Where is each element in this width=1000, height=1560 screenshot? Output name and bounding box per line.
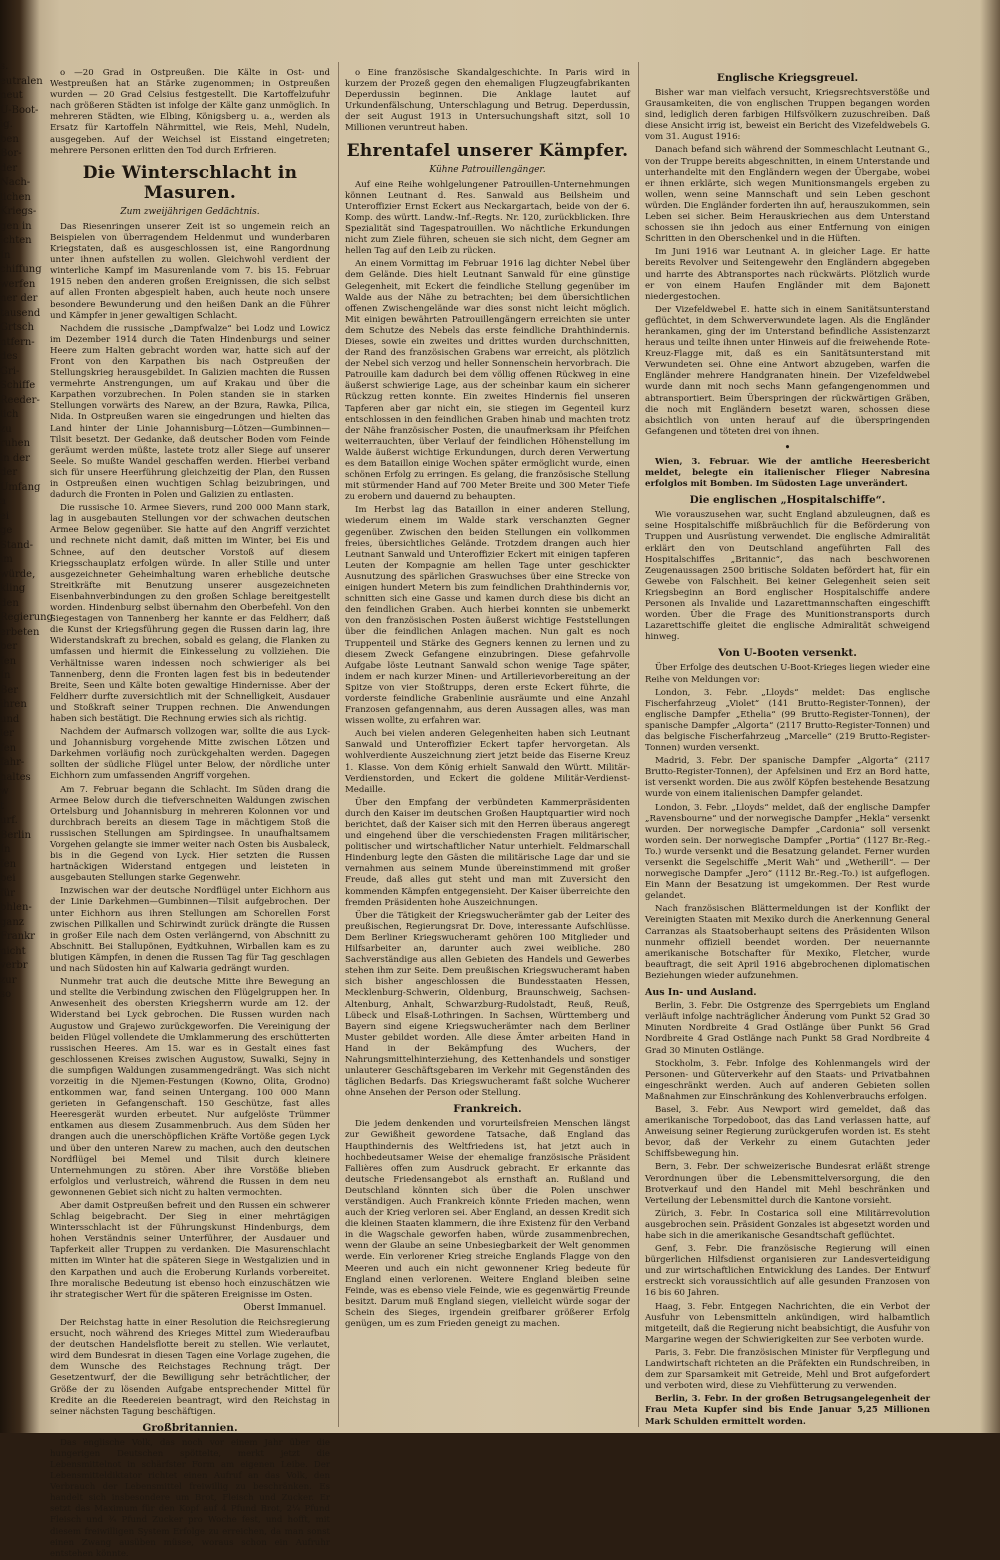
section-heading: Großbritannien. bbox=[142, 1421, 238, 1434]
edge-fragment: fahr- bbox=[0, 757, 25, 768]
article-paragraph: Bisher war man vielfach versucht, Kriegsrechtsverstöße und Grausamkeiten, die von englischen Truppen begangen worden sind, lediglich deren farbigen Hilfsvölkern zuzuschreiben. Daß diese Ansicht irrig ist, beweist ein Bericht des Vizefeldwebels G. vom 31. August 1916: bbox=[645, 88, 930, 143]
article-paragraph: Nachdem die russische „Dampfwalze“ bei Lodz und Lowicz im Dezember 1914 durch die Taten Hindenburgs und seiner Heere zum Halten gebracht worden war, hatte sich auf der Front von den Karpathen bis nach Ostpreußen der Stellungskrieg herausgebildet. In Galizien machten die Russen vermehrte Anstrengungen, um auf Krakau und über die Karpathen vorzubrechen. In Polen standen sie in starken Stellungen vorwärts des Narew, an der Bzura, Rawka, Pilica, Nida. In Ostpreußen waren sie eingedrungen und hielten das Land hinter der Linie Johannisburg—Lötzen—Gumbinnen—Tilsit besetzt. Der Gedanke, daß deutscher Boden vom Feinde geräumt werden müßte, lastete trotz aller Siege auf unserer Seele. So mußte Wandel geschaffen werden. Hierbei verband sich für unsere Heerführung gleichzeitig der Plan, den Russen in Ostpreußen einen wuchtigen Schlag beizubringen, und dadurch die Fronten in Polen und Galizien zu entlasten. bbox=[50, 323, 330, 501]
edge-fragment: Kriegs- bbox=[0, 206, 37, 217]
edge-fragment: U-Boot- bbox=[0, 104, 39, 116]
news-item-ausland: Bern, 3. Febr. Der schweizerische Bundesrat erläßt strenge Verordnungen über die Lebensmittelversorgung, die den Brotverkauf und den Handel mit Mehl beschränken und Verteilung der Lebensmittel durch die Kantone vorsieht. bbox=[645, 1162, 930, 1206]
edge-fragment: ge bbox=[0, 525, 13, 536]
edge-fragment: ntfern- bbox=[0, 336, 35, 348]
article-paragraph: Auch bei vielen anderen Gelegenheiten haben sich Leutnant Sanwald und Unteroffizier Eckert tapfer hervorgetan. Als wohlverdiente Auszeichnung ziert jetzt beide das Eiserne Kreuz 1. Klasse. Von dem König erhielt Sanwald den Württ. Militär-Verdienstorden, und Eckert die goldene Militär-Verdienst-Medaille. bbox=[345, 729, 630, 795]
edge-fragment: ig. bbox=[0, 119, 13, 130]
edge-fragment: in der bbox=[0, 452, 30, 464]
edge-fragment: so bbox=[0, 989, 12, 1000]
news-item-uboot: London, 3. Febr. „Lloyds“ meldet: Das englische Fischerfahrzeug „Violet“ (141 Brutto-Register-Tonnen), der englische Dampfer „Ethelia“ (99 Brutto-Register-Tonnen), der spanische Dampfer „Algorta“ (2117 Brutto-Register-Tonnen) und das belgische Fischerfahrzeug „Marcelle“ (219 Brutto-Register-Tonnen) wurden versenkt. bbox=[645, 687, 930, 754]
edge-fragment: eutralen bbox=[0, 75, 43, 87]
edge-fragment: tausend bbox=[0, 307, 41, 319]
news-item-uboot: London, 3. Febr. „Lloyds“ meldet, daß der englische Dampfer „Ravensbourne“ und der norwegische Dampfer „Hekla“ versenkt wurden. Der norwegische Dampfer „Cardonia“ soll versenkt worden sein. Der norwegische Dampfer „Portia“ (1127 Br.-Reg.-To.) wurde versenkt und die Besatzung gelandet. Ferner wurden versenkt die Segelschiffe „Merit Wah“ und „Wetherill“. — Der norwegische Dampfer „Jero“ (1112 Br.-Reg.-To.) ist aufgeflogen. Ein Mann der Besatzung ist umgekommen. Der Rest wurde gelandet. bbox=[645, 802, 930, 902]
edge-fragment: ner der bbox=[0, 293, 38, 304]
edge-fragment: t bbox=[0, 800, 5, 812]
author-signature: Oberst Immanuel. bbox=[243, 1302, 326, 1313]
article-paragraph: Nunmehr trat auch die deutsche Mitte ihre Bewegung an und stellte die Verbindung zwischen den Flügelgruppen her. In Anwesenheit des obersten Kriegsherrn wurde am 12. der Widerstand bei Lyck gebrochen. Die Russen wurden nach Augustow und Grajewo zurückgeworfen. Die Vereinigung der beiden Flügel vollendete die Umklammerung des erschütterten russischen Heeres. Am 15. war es in Gestalt eines fast geschlossenen Kreises zwischen Augustow, Suwalki, Sejny in die sumpfigen Waldungen zusammengedrängt. Was sich nicht vorzeitig in die Njemen-Festungen (Kowno, Olita, Grodno) entkommen war, fand seinen Untergang. 100 000 Mann gerieten in Gefangenschaft. 150 Geschütze, fast alles Heeresgerät wurden erbeutet. Nur aufgelöste Trümmer entkamen aus diesem Zusammenbruch. Aus dem Süden her drangen auch die unerschöpflichen Kräfte Vortöße gegen Lyck und über den unteren Narew zu machen, auch den deutschen Nordflügel bei Memel und Tilsit durch kleinere Unternehmungen zu stören. Aber ihre Vorstöße blieben erfolglos und verlustreich, während die Russen in dem neu gewonnenen Gebiet sich nicht zu halten vermochten. bbox=[50, 977, 330, 1198]
article-paragraph: Inzwischen war der deutsche Nordflügel unter Eichhorn aus der Linie Darkehmen—Gumbinnen—Tilsit aufgebrochen. Der unter Eichhorn aus ihren Stellungen am Schorellen Forst zwischen Pillkallen und Schirwindt zurück drängte die Russen in großer Eile nach dem Osten verlängernd, von Abschnitt zu Abschnitt. Bei Stallupönen, Eydtkuhnen, Wirballen kam es zu blutigen Kämpfen, in denen die Russen Tag für Tag geschlagen und nach Südosten hin auf Kalwaria gedrängt wurden. bbox=[50, 886, 330, 975]
separator-mark: • bbox=[784, 440, 791, 454]
news-item-grossbritannien: Das englische Volk, das noch vor einem Jahr über die hungerigen Deutschen spöttelte, merkt jetzt die Lebensmittelnot in schärfster Form am eigenen Leibe. Der Lebensmitteldiktator richtet einen Aufruf an das Volk, den Verbrauch der Lebensmittel freiwillig zu beschränken. Es handelt sich insbesondere um Brot, Fleisch und Zucker. Er setzt das Maximum für den Kopf auf 4 Pfund Brot, 2¼ Pfund Fleisch und ¾ Pfund Zucker pro Woche fest, und hofft, mit diesem freiwilligen System Erfolge zu erreichen, da man sonst einen Zwang ausüben müsse, woraus schon ein Aufruhr entstehen könnte. bbox=[50, 1437, 330, 1559]
edge-fragment: s. bbox=[0, 61, 9, 72]
adjacent-page-edge bbox=[0, 60, 54, 1420]
edge-fragment: Bor- bbox=[0, 148, 22, 159]
edge-fragment: urf. bbox=[0, 815, 18, 826]
article-title: Englische Kriegsgreuel. bbox=[716, 72, 859, 84]
news-item-mexiko: Nach französischen Blättermeldungen ist der Konflikt der Vereinigten Staaten mit Mexiko durch die Anerkennung General Carranzas als Staatsoberhaupt seitens des Präsidenten Wilson nunmehr offiziell beendet worden. Der neuernannte amerikanische Botschafter für Mexiko, Fletcher, wurde beauftragt, die seit April 1916 abgebrochenen diplomatischen Beziehungen wieder aufzunehmen. bbox=[645, 904, 930, 981]
edge-fragment: bei bbox=[0, 873, 16, 884]
news-item-reichstag: Der Reichstag hatte in einer Resolution die Reichsregierung ersucht, noch während des Krieges Mittel zum Wiederaufbau der deutschen Handelsflotte bereit zu stellen. Wie verlautet, wird dem Bundesrat in diesen Tagen eine Vorlage zugehen, die dem Wunsche des Reichstages Rechnung trägt. Der Gesetzentwurf, der die Bewilligung sehr beträchtlicher, der Größe der zu lösenden Aufgabe entsprechender Mittel für Kredite an die Reedereien beantragt, wird den Reichstag in seiner nächsten Tagung beschäftigen. bbox=[50, 1317, 330, 1417]
edge-fragment: Gri- bbox=[0, 365, 20, 377]
column-rule bbox=[338, 62, 339, 1427]
edge-fragment: Stand- bbox=[0, 539, 34, 551]
column-rule bbox=[638, 62, 639, 1427]
news-item-ausland: Berlin, 3. Febr. Die Ostgrenze des Sperrgebiets um England verläuft infolge nachträglicher Änderung vom Punkt 52 Grad 30 Minuten Nordbreite 4 Grad Ostlänge über Punkt 56 Grad Nordbreite 4 Grad Ostlänge nach Punkt 58 Grad Nordbreite 4 Grad 30 Minuten Ostlänge. bbox=[645, 1001, 930, 1056]
column-3 bbox=[645, 68, 930, 1427]
section-heading: Frankreich. bbox=[453, 1103, 522, 1116]
article-subtitle: Zum zweijährigen Gedächtnis. bbox=[120, 206, 260, 217]
edge-fragment: der bbox=[0, 467, 18, 478]
article-paragraph: Wie vorauszusehen war, sucht England abzuleugnen, daß es seine Hospitalschiffe mißbräuchlich für die Beförderung von Truppen und Ausrüstung verwendet. Die englische Admiralität erklärt den von Deutschland angeführten Fall des Hospitalschiffes „Britannic“, das nach beschworenen Zeugenaussagen 2500 britische Soldaten befördert hat, für ein Gewebe von Falschheit. Bei keiner Gelegenheit seien seit Kriegsbeginn an Bord englischer Hospitalschiffe andere Personen als Invalide und Lazarettmannschaften eingeschifft worden. Über die Frage des Munitionstransports durch Lazarettschiffe gleitet die englische Admiralität schweigend hinweg. bbox=[645, 510, 930, 643]
edge-fragment: der bbox=[0, 162, 18, 174]
news-item-ausland: Genf, 3. Febr. Die französische Regierung will einen bürgerlichen Hilfsdienst organisieren zur Landesverteidigung und zur wirtschaftlichen Entwicklung des Landes. Der Entwurf erstreckt sich voraussichtlich auf alle gesunden Franzosen von 16 bis 60 Jahren. bbox=[645, 1244, 930, 1299]
news-item-ausland: Zürich, 3. Febr. In Costarica soll eine Militärrevolution ausgebrochen sein. Präsident Gonzales ist abgesetzt worden und habe sich in die amerikanische Gesandtschaft geflüchtet. bbox=[645, 1208, 930, 1241]
edge-fragment: ber bbox=[0, 641, 18, 652]
article-paragraph: Der Vizefeldwebel E. hatte sich in einem Sanitätsunterstand geflüchtet, in dem Schwerverwundete lagen. Als die Engländer herankamen, ging der im Unterstand befindliche Assistenzarzt heraus und teilte ihnen unter Hinweis auf die freiwehende Rote-Kreuz-Flagge mit, daß es ein Sanitätsunterstand mit Verwundeten sei. Ohne eine Antwort abzugeben, warfen die Engländer mehrere Handgranaten hinein. Der Vizefeldwebel wurde dann mit noch sechs Mann gefangengenommen und abtransportiert. Beim Überspringen der rückwärtigen Gräben, die noch mit Engländern besetzt waren, schossen diese absichtlich von unten herauf auf die überspringenden Gefangenen und töteten drei von ihnen. bbox=[645, 304, 930, 437]
news-item-ausland: Haag, 3. Febr. Entgegen Nachrichten, die ein Verbot der Ausfuhr von Lebensmitteln ankündigen, wird halbamtlich mitgeteilt, daß die Regierung nicht beabsichtigt, die Ausfuhr von Margarine wegen der Schwierigkeiten zur See verboten wurde. bbox=[645, 1301, 930, 1345]
edge-fragment: w bbox=[0, 786, 9, 797]
article-paragraph: Aber damit Ostpreußen befreit und den Russen ein schwerer Schlag beigebracht. Der Sieg in einer mehrtägigen Wintersschlacht ist der Führungskunst Hindenburgs, dem hohen Verständnis seiner Unterführer, der Ausdauer und Tapferkeit aller Truppen zu verdanken. Die Masurenschlacht mitten im Winter hat die späteren Siege in Westgalizien und in den Karpathen und auch die Eroberung Kurlands vorbereitet. Ihre moralische Bedeutung ist ebenso hoch einzuschätzen wie ihr strategischer Wert für die späteren Ereignisse im Osten. bbox=[50, 1201, 330, 1300]
edge-fragment: würde, bbox=[0, 568, 36, 580]
edge-fragment: kling bbox=[0, 583, 26, 594]
article-title: Die englischen „Hospitalschiffe“. bbox=[689, 494, 886, 507]
news-item-ausland: Berlin, 3. Febr. In der großen Betrugsangelegenheit der Frau Meta Kupfer sind bis Ende Januar 5,25 Millionen Mark Schulden ermittelt worden. bbox=[645, 1394, 930, 1427]
edge-fragment: Umfang bbox=[0, 481, 41, 493]
column-1 bbox=[50, 68, 330, 1559]
edge-fragment: erbeten bbox=[0, 626, 40, 638]
news-item-ausland: Stockholm, 3. Febr. Infolge des Kohlenmangels wird der Personen- und Güterverkehr auf den Staats- und Privatbahnen eingeschränkt werden. Auch auf anderen Gebieten sollen Maßnahmen zur Einschränkung des Kohlenverbrauchs erfolgen. bbox=[645, 1058, 930, 1102]
edge-fragment: zur bbox=[0, 974, 17, 986]
article-paragraph: Das Riesenringen unserer Zeit ist so ungemein reich an Beispielen von überragendem Heldenmut und wunderbaren Kriegstaten, daß es ausgeschlossen ist, eine Rangordnung unter ihnen aufstellen zu wollen. Gleichwohl verdient der winterliche Kampf im Masurenlande vom 7. bis 15. Februar 1915 neben den anderen großen Ereignissen, die sich selbst auf allen Fronten abgespielt haben, auch heute noch unsere besondere Bewunderung und den heißen Dank an die Führer und Kämpfer in jener gewaltigen Schlacht. bbox=[50, 221, 330, 321]
edge-fragment: haltes bbox=[0, 771, 31, 783]
article-paragraph: Am 7. Februar begann die Schlacht. Im Süden drang die Armee Below durch die tiefverschneiten Waldungen zwischen Ortelsburg und Johannisburg in mehreren Kolonnen vor und durchbrach bereits an diesem Tage in mächtigem Stoß die russischen Stellungen am Spirdingsee. In unaufhaltsamem Vorgehen gelangte sie immer weiter nach Osten bis Ausbaleck, bis in die Gegend von Lyck. Hier setzten die Russen hartnäckigen Widerstand entgegen und leisteten in ausgebauten Stellungen starke Gegenwehr. bbox=[50, 784, 330, 884]
edge-fragment: fen bbox=[0, 742, 17, 754]
article-paragraph: Nachdem der Aufmarsch vollzogen war, sollte die aus Lyck- und Johannisburg vorgehende Mitte zwischen Lötzen und Darkehmen vorläufig noch zurückgehalten werden. Dagegen sollten der südliche Flügel unter Below, der nördliche unter Eichhorn zum umfassenden Angriff vorgehen. bbox=[50, 727, 330, 782]
article-paragraph: Auf eine Reihe wohlgelungener Patrouillen-Unternehmungen können Leutnant d. Res. Sanwald aus Beilsheim und Unteroffizier Ernst Eckert aus Neckargartach, beide von der 6. Komp. des württ. Landw.-Inf.-Regts. Nr. 120, zurückblicken. Ihre Spezialität sind Tagespatrouillen. Wo nächtliche Erkundungen nicht zum Ziele führen, scheuen sie sich nicht, dem Gegner am hellen Tag auf den Leib zu rücken. bbox=[345, 179, 630, 257]
article-paragraph: Über Erfolge des deutschen U-Boot-Krieges liegen wieder eine Reihe von Meldungen vor: bbox=[645, 663, 930, 685]
news-item-ausland: Paris, 3. Febr. Die französischen Minister für Verpflegung und Landwirtschaft richteten an die Präfekten ein Rundschreiben, in dem zur Sparsamkeit mit Getreide, Mehl und Brot aufgefordert und verboten wird, diese zu Viehfütterung zu verwenden. bbox=[645, 1347, 930, 1392]
edge-fragment: a bbox=[0, 496, 6, 507]
news-item-frankreich: Die jedem denkenden und vorurteilsfreien Menschen längst zur Gewißheit gewordene Tatsache, daß England das Haupthindernis des Weltfriedens ist, hat jetzt auch in hochbedeutsamer Weise der ehemalige französische Präsident Fallières offen zum Ausdruck gebracht. Er erkannte das deutsche Friedensangebot als ernsthaft an. Rußland und Deutschland könnten sich über die Polen unschwer verständigen. Auch Frankreich könnte Frieden machen, wenn auch der Krieg verloren sei. Aber England, an dessen Kredit sich die kleinen Staaten klammern, die ihre Existenz für den Verband in die Wagschale geworfen haben, würde zusammenbrechen, wenn der Glaube an seine Unbesiegbarkeit der Welt genommen werde. Ein verlorener Krieg streiche Englands Flagge von den Meeren und auch ein nicht gewonnener Krieg bedeute für England einen verlorenen. Weitere England bleiben seine Feinde, was es ebenso viele Feinde, wie es gegenwärtig Freunde besitzt. Darum muß England siegen, vielleicht würde sogar der Schein des Sieges, irgendein greifbarer größerer Erfolg genügen, um es zum Frieden geneigt zu machen. bbox=[345, 1119, 630, 1330]
news-item-kammerpraesidenten: Über den Empfang der verbündeten Kammerpräsidenten durch den Kaiser im deutschen Großen Hauptquartier wird noch berichtet, daß der Kaiser sich mit den Herren überaus angeregt und eingehend über die verschiedensten Fragen militärischer, politischer und wirtschaftlicher Natur unterhielt. Feldmarschall Hindenburg legte den Gästen die militärische Lage dar und sie vernahmen aus seinem Munde übereinstimmend mit großer Freude, daß alles gut steht und man mit Zuversicht den kommenden Kämpfen entgegensieht. Der Kaiser überreichte den fremden Präsidenten hohe Auszeichnungen. bbox=[345, 797, 630, 908]
article-paragraph: Im Herbst lag das Bataillon in einer anderen Stellung, wiederum einem im Walde stark verschanzten Gegner gegenüber. Zwischen den beiden Stellungen ein vollkommen freies, übersichtliches Gelände. Trotzdem drangen auch hier Leutnant Sanwald und Unteroffizier Eckert mit einigen tapferen Leuten der Kompagnie am hellen Tage unter geschickter Ausnutzung des spärlichen Graswuchses über eine Strecke von einigen hundert Metern bis zum feindlichen Drahthindernis vor, schnitten sich eine Gasse und kamen durch diese bis dicht an den feindlichen Graben. Auch hierbei konnten sie unbemerkt von den französischen Posten äußerst wichtige Feststellungen über die feindlichen Anlagen machen. Nun galt es noch Truppenteil und Stärke des Gegners kennen zu lernen und zu diesem Zweck Gefangene einzubringen. Diese gefahrvolle Aufgabe löste Leutnant Sanwald schon wenige Tage später, indem er nach kurzer Minen- und Artillerievorbereitung an der Spitze von vier Stoßtrupps, deren erste Eckert führte, die vorderste feindliche Grabenlinie ausräumte und eine Anzahl Franzosen gefangennahm, aus deren Aussagen alles, was man wissen wollte, zu erfahren war. bbox=[345, 505, 630, 727]
article-subtitle: Kühne Patrouillengänger. bbox=[429, 164, 546, 175]
article-title: Die Winterschlacht in Masuren. bbox=[82, 162, 298, 203]
edge-fragment: Grtsch bbox=[0, 322, 34, 333]
edge-fragment: ganz bbox=[0, 916, 25, 928]
edge-fragment: chiffung bbox=[0, 264, 42, 275]
edge-fragment: In bbox=[0, 670, 11, 681]
edge-fragment: ler bbox=[0, 728, 14, 739]
edge-fragment: Frankr bbox=[0, 931, 35, 942]
edge-fragment: ruhen bbox=[0, 438, 31, 449]
column-2 bbox=[345, 68, 630, 1423]
article-paragraph: Danach befand sich während der Sommeschlacht Leutnant G., von der Truppe bereits abgeschnitten, in einem Unterstande und unterhandelte mit den Engländern wegen der Übergabe, wobei er ihnen erklärte, sich wegen Munitionsmangels ergeben zu wollen, wenn seine Mannschaft und sein Leben geschont würden. Die Engländer forderten ihn auf, herauszukommen, sein Leben sei sicher. Beim Herauskriechen aus dem Unterstand schossen sie ihn jedoch aus einer Entfernung von einigen Schritten in den Oberschenkel und in die Hüften. bbox=[645, 145, 930, 245]
news-item-ausland: Basel, 3. Febr. Aus Newport wird gemeldet, daß das amerikanische Torpedoboot, das das Land verlassen hatte, auf Anweisung seiner Regierung zurückgerufen worden ist. Es steht bevor, daß der Verkehr zu einem Gutachten jeder Schiffsbewegung hin. bbox=[645, 1104, 930, 1160]
edge-fragment: fen bbox=[0, 655, 17, 667]
edge-fragment: lichen bbox=[0, 191, 31, 203]
edge-fragment: werfen bbox=[0, 278, 36, 290]
edge-fragment: lich bbox=[0, 409, 19, 420]
news-item-kriegswucheraemter: Über die Tätigkeit der Kriegswucherämter gab der Leiter des preußischen, Regierungsrat Dr. Dove, interessante Aufschlüsse. Dem Berliner Kriegswucheramt gehören 100 Mitglieder und Hilfsarbeiter an, darunter auch zwei weibliche. 280 Sachverständige aus allen Gebieten des Handels und Gewerbes stehen ihm zur Seite. Dem preußischen Kriegswucheramt haben sich bisher angeschlossen die Bundesstaaten Hessen, Mecklenburg-Schwerin, Oldenburg, Braunschweig, Sachsen-Altenburg, Anhalt, Schwarzburg-Rudolstadt, Reuß, Reuß, Lübeck und Elsaß-Lothringen. In Sachsen, Württemberg und Bayern sind eigene Kriegswucherämter nach dem Berliner Muster gebildet worden. Alle diese Ämter arbeiten Hand in Hand in der Bekämpfung des Wuchers, der Nahrungsmittelhinterziehung, des Kettenhandels und sonstiger unlauterer Geschäftsgebaren im Verkehr mit Gegenständen des täglichen Bedarfs. Das Kriegswucheramt faßt solche Wucherer ohne Ansehen der Person oder Stellung. bbox=[345, 910, 630, 1099]
news-item-uboot: Madrid, 3. Febr. Der spanische Dampfer „Algorta“ (2117 Brutto-Register-Tonnen), der Apfelsinen und Erz an Bord hatte, ist versenkt worden. Die aus zwölf Köpfen bestehende Besatzung wurde von einem italienischen Dampfer gelandet. bbox=[645, 756, 930, 800]
edge-fragment: verbr bbox=[0, 960, 28, 971]
edge-fragment: In bbox=[0, 844, 11, 855]
edge-fragment: fen bbox=[0, 858, 17, 870]
edge-fragment: neut bbox=[0, 90, 23, 101]
article-title: Ehrentafel unserer Kämpfer. bbox=[346, 140, 629, 161]
article-paragraph: Die russische 10. Armee Sievers, rund 200 000 Mann stark, lag in ausgebauten Stellungen vor der schwachen deutschen Armee Below gegenüber. Sie hatte auf den Angriff verzichtet und rechnete nicht damit, daß mitten im Winter, bei Eis und Schnee, auf den deutscher Vorstoß auf diesem Kriegsschauplatz erfolgen würde. In aller Stille und unter ausgezeichneter Geheimhaltung waren erhebliche deutsche Streitkräfte mit Benutzung unserer ausgezeichneten Eisenbahnverbindungen zu den großen Schlage bereitgestellt worden. Hindenburg selbst übernahm den Oberbefehl. Von den Siegestagen von Tannenberg her kannte er das Feldherr, daß die Kunst der Kriegsführung gegen die Russen darin lag, ihre Widerstandskraft zu brechen, sobald es gelang, die Flanken zu umfassen und hiermit die Einkesselung zu vollziehen. Die Verhältnisse waren indessen noch schwieriger als bei Tannenberg, denn die Fronten lagen fest bis in bedeutender Breite, Seen und Kälte boten gewaltige Hindernisse. Aber der Feldherr durfte zuversichtlich mit der Schnelligkeit, Ausdauer und Stoßkraft seiner Truppen rechnen. Die Anwendungen haben sich bestätigt. Die Rechnung erwies sich als richtig. bbox=[50, 503, 330, 724]
edge-fragment: nicht bbox=[0, 945, 26, 957]
section-heading: Aus In- und Ausland. bbox=[645, 987, 757, 999]
article-paragraph: Im Juni 1916 war Leutnant A. in gleicher Lage. Er hatte bereits Revolver und Seitengewehr den Engländern abgegeben und harrte des Abtransportes nach rückwärts. Plötzlich wurde er von einem Haufen Engländer mit dem Bajonett niedergestochen. bbox=[645, 247, 930, 302]
edge-fragment: und bbox=[0, 713, 20, 725]
edge-fragment: Regierung bbox=[0, 612, 54, 623]
edge-fragment: ihren bbox=[0, 699, 27, 710]
edge-fragment: bhlen- bbox=[0, 902, 32, 913]
section-heading: Von U-Booten versenkt. bbox=[718, 647, 857, 660]
edge-fragment: ben bbox=[0, 133, 19, 145]
edge-fragment: zu bbox=[0, 423, 12, 435]
edge-fragment: In bbox=[0, 249, 11, 261]
edge-fragment: ichten bbox=[0, 235, 32, 246]
edge-fragment: gen in bbox=[0, 220, 32, 232]
edge-fragment: Nach- bbox=[0, 177, 31, 188]
edge-fragment: Reeder- bbox=[0, 394, 40, 406]
edge-fragment: im bbox=[0, 554, 13, 565]
news-item-ostpreussen: o —20 Grad in Ostpreußen. Die Kälte in Ost- und Westpreußen hat an Stärke zugenommen; in Ostpreußen wurden — 20 Grad Celsius festgestellt. Die Kartoffelzufuhr nach größeren Städten ist infolge der Kälte ganz unmöglich. In mehreren Städten, wie Elbing, Königsberg u. a., werden als Ersatz für Kartoffeln Nährmittel, wie Reis, Mehl, Nudeln, ausgegeben. Auf der Weichsel ist Eisstand eingetreten; mehrere Personen erlitten den Tod durch Erfrieren. bbox=[50, 68, 330, 156]
edge-fragment: Ber bbox=[0, 684, 19, 696]
edge-fragment: des bbox=[0, 351, 18, 362]
edge-fragment: Schiffe bbox=[0, 380, 36, 391]
edge-fragment: den bbox=[0, 597, 19, 609]
article-paragraph: An einem Vormittag im Februar 1916 lag dichter Nebel über dem Gelände. Dies hielt Leutnant Sanwald für eine günstige Gelegenheit, mit Eckert die feindliche Stellung gegenüber im Walde aus der Nähe zu betrachten; bei dem übersichtlichen offenen Zwischengelände war dies sonst nicht leicht möglich. Mit einigen bewährten Patrouillengängern erreichten sie unter dem Schutze des Nebels das erste feindliche Drahthindernis. Dieses, sowie ein zweites und drittes wurden durchschnitten, der Rand des französischen Grabens war erreicht, als plötzlich der Nebel sich verzog und heller Sonnenschein hervorbrach. Die Patrouille kam dadurch bei dem völlig offenen Rückweg in eine äußerst schwierige Lage, aus der scheinbar kaum ein sicherer Rückzug retten konnte. Ein zweites Hindernis fiel unseren Tapferen aber gar nicht ein, sie stiegen im Gegenteil kurz entschlossen in den feindlichen Graben hinab und machten trotz der Nähe französischer Posten, die unaufmerksam ihr Pfeifchen weiterrauchten, über Verlauf der feindlichen Höhenstellung im Walde äußerst wichtige Erkundungen, durch deren Verwertung es dem Bataillon einige Wochen später ermöglicht wurde, einen schönen Erfolg zu erringen. Es gelang, die französische Stellung mit stürmender Hand auf 700 Meter Breite und 300 Meter Tiefe zu erobern und dauernd zu behaupten. bbox=[345, 259, 630, 503]
edge-fragment: ei bbox=[0, 510, 10, 522]
edge-fragment: für bbox=[0, 887, 15, 899]
edge-fragment: Berlin bbox=[0, 829, 31, 841]
news-item-skandal: o Eine französische Skandalgeschichte. In Paris wird in kurzem der Prozeß gegen den ehemaligen Flugzeugfabrikanten Deperdussin beginnen. Die Anklage lautet auf Urkundenfälschung, Unterschlagung und Betrug. Deperdussin, der seit August 1913 in Untersuchungshaft sitzt, soll 10 Millionen veruntreut haben. bbox=[345, 68, 630, 134]
news-item-wien: Wien, 3. Februar. Wie der amtliche Heeresbericht meldet, belegte ein italienischer Flieger Nabresina erfolglos mit Bomben. Im Südosten Lage unverändert. bbox=[645, 457, 930, 490]
